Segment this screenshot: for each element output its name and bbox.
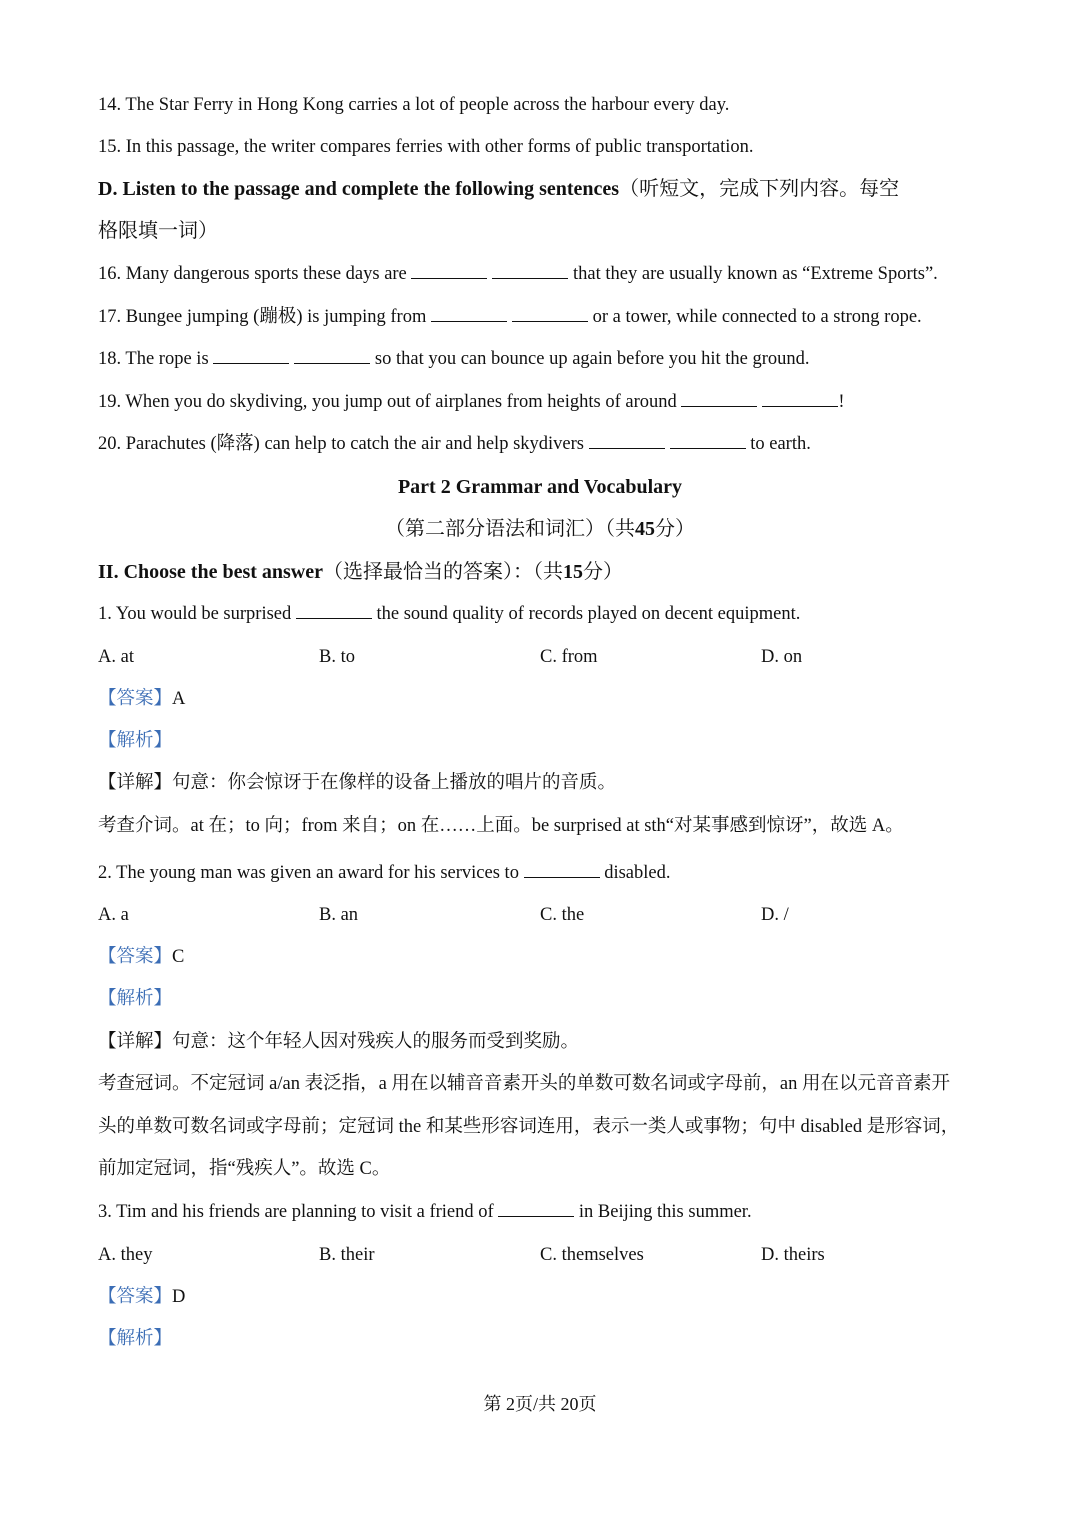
item-number: 14. [98, 95, 122, 115]
answer-value: C [172, 947, 185, 967]
item-number: 19. [98, 392, 122, 412]
detail-tag: 【详解】 [98, 1032, 173, 1052]
item-text-before: Parachutes (降落) can help to catch the air and help skydivers [125, 434, 584, 454]
analysis-line [98, 729, 172, 753]
explain-line: 考查冠词。不定冠词 a/an 表泛指，a 用在以辅音音素开头的单数可数名词或字母前，an 用在以元音音素开 [98, 1074, 950, 1094]
option-c: C. themselves [540, 1245, 644, 1265]
item-text-after: that they are usually known as “Extreme Sports”. [573, 264, 938, 284]
blank [681, 392, 757, 407]
explain-line: 考查介词。at 在；to 向；from 来自；on 在……上面。be surprised at sth“对某事感到惊讶”，故选 A。 [98, 816, 904, 836]
answer-tag: 【答案】 [98, 689, 173, 709]
option-b: B. to [319, 647, 355, 667]
section-ii-heading-en: II. Choose the best answer [98, 561, 323, 583]
blank [213, 349, 289, 364]
answer-line [98, 687, 185, 711]
item-text-after: so that you can bounce up again before you hit the ground. [374, 349, 810, 369]
answer-line [98, 1285, 185, 1309]
answer-value: A [172, 689, 186, 709]
part2-subtitle [0, 517, 1080, 541]
section-ii-heading-num: 15 [563, 561, 583, 583]
question-number: 2. [98, 863, 112, 883]
question-text-before: You would be surprised [115, 604, 292, 624]
item-text: In this passage, the writer compares ferries with other forms of public transportation. [125, 137, 754, 157]
section-d-heading-cn-2: 格限填一词） [98, 220, 218, 242]
question-text-after: in Beijing this summer. [578, 1202, 752, 1222]
item-number: 15. [98, 137, 122, 157]
answer-line [98, 945, 184, 969]
question-2 [98, 861, 670, 885]
option-c: C. from [540, 647, 598, 667]
item-text-before: Many dangerous sports these days are [125, 264, 407, 284]
detail-tag: 【详解】 [98, 773, 173, 793]
question-number: 1. [98, 604, 112, 624]
section-ii-heading [98, 560, 623, 584]
option-a: A. at [98, 647, 134, 667]
question-text-after: the sound quality of records played on decent equipment. [376, 604, 801, 624]
option-a: A. a [98, 905, 129, 925]
item-number: 17. [98, 307, 122, 327]
item-16 [98, 262, 938, 286]
blank [670, 434, 746, 449]
item-17 [98, 305, 922, 329]
question-text-before: The young man was given an award for his services to [116, 863, 519, 883]
option-d: D. on [761, 647, 803, 667]
part2-subtitle-post: 分） [655, 518, 695, 540]
blank [498, 1202, 574, 1217]
item-text-before: Bungee jumping (蹦极) is jumping from [125, 307, 427, 327]
item-text: The Star Ferry in Hong Kong carries a lot of people across the harbour every day. [125, 95, 730, 115]
detail-text: 句意：你会惊讶于在像样的设备上播放的唱片的音质。 [172, 773, 617, 793]
section-d-heading-cont [98, 219, 218, 243]
detail-line [98, 1030, 579, 1054]
item-18 [98, 347, 810, 371]
blank [296, 604, 372, 619]
blank [589, 434, 665, 449]
item-text-before: When you do skydiving, you jump out of airplanes from heights of around [125, 392, 677, 412]
section-d-heading-en: D. Listen to the passage and complete the following sentences [98, 178, 620, 200]
item-text-after: or a tower, while connected to a strong rope. [592, 307, 922, 327]
blank [294, 349, 370, 364]
question-1 [98, 602, 800, 626]
blank [492, 264, 568, 279]
page-footer: 第 2页/共 20页 [483, 1394, 597, 1414]
section-ii-heading-post: 分） [583, 561, 623, 583]
answer-tag: 【答案】 [98, 1287, 173, 1307]
answer-value: D [172, 1287, 186, 1307]
item-19 [98, 390, 845, 414]
answer-tag: 【答案】 [98, 947, 173, 967]
option-d: D. theirs [761, 1245, 825, 1265]
analysis-tag: 【解析】 [98, 1329, 173, 1349]
question-number: 3. [98, 1202, 112, 1222]
item-15 [98, 135, 754, 159]
blank [431, 307, 507, 322]
blank [524, 863, 600, 878]
option-c: C. the [540, 905, 585, 925]
part2-subtitle-num: 45 [635, 518, 655, 540]
option-a: A. they [98, 1245, 153, 1265]
option-b: B. an [319, 905, 359, 925]
item-text-before: The rope is [125, 349, 209, 369]
section-d-heading [98, 177, 899, 201]
analysis-line [98, 1327, 172, 1351]
section-ii-heading-cn: （选择最恰当的答案）：（共 [323, 561, 563, 583]
item-20 [98, 432, 811, 456]
analysis-tag: 【解析】 [98, 731, 173, 751]
explain-line: 头的单数可数名词或字母前；定冠词 the 和某些形容词连用，表示一类人或事物；句中 disabled 是形容词， [98, 1117, 960, 1137]
question-text-after: disabled. [604, 863, 671, 883]
blank [512, 307, 588, 322]
question-3 [98, 1200, 752, 1224]
question-text-before: Tim and his friends are planning to visit a friend of [116, 1202, 494, 1222]
item-text-after: ! [838, 392, 845, 412]
detail-line [98, 771, 616, 795]
section-d-heading-cn: （听短文，完成下列内容。每空 [619, 178, 900, 200]
option-d: D. / [761, 905, 789, 925]
item-number: 16. [98, 264, 122, 284]
option-b: B. their [319, 1245, 375, 1265]
item-number: 18. [98, 349, 122, 369]
part2-subtitle-pre: （第二部分语法和词汇）（共 [385, 518, 635, 540]
item-text-after: to earth. [750, 434, 811, 454]
detail-text: 句意：这个年轻人因对残疾人的服务而受到奖励。 [172, 1032, 580, 1052]
analysis-tag: 【解析】 [98, 989, 173, 1009]
item-14 [98, 93, 729, 117]
part2-title: Part 2 Grammar and Vocabulary [397, 476, 683, 498]
item-number: 20. [98, 434, 122, 454]
blank [411, 264, 487, 279]
blank [762, 392, 838, 407]
analysis-line [98, 987, 172, 1011]
explain-line: 前加定冠词，指“残疾人”。故选 C。 [98, 1159, 391, 1179]
